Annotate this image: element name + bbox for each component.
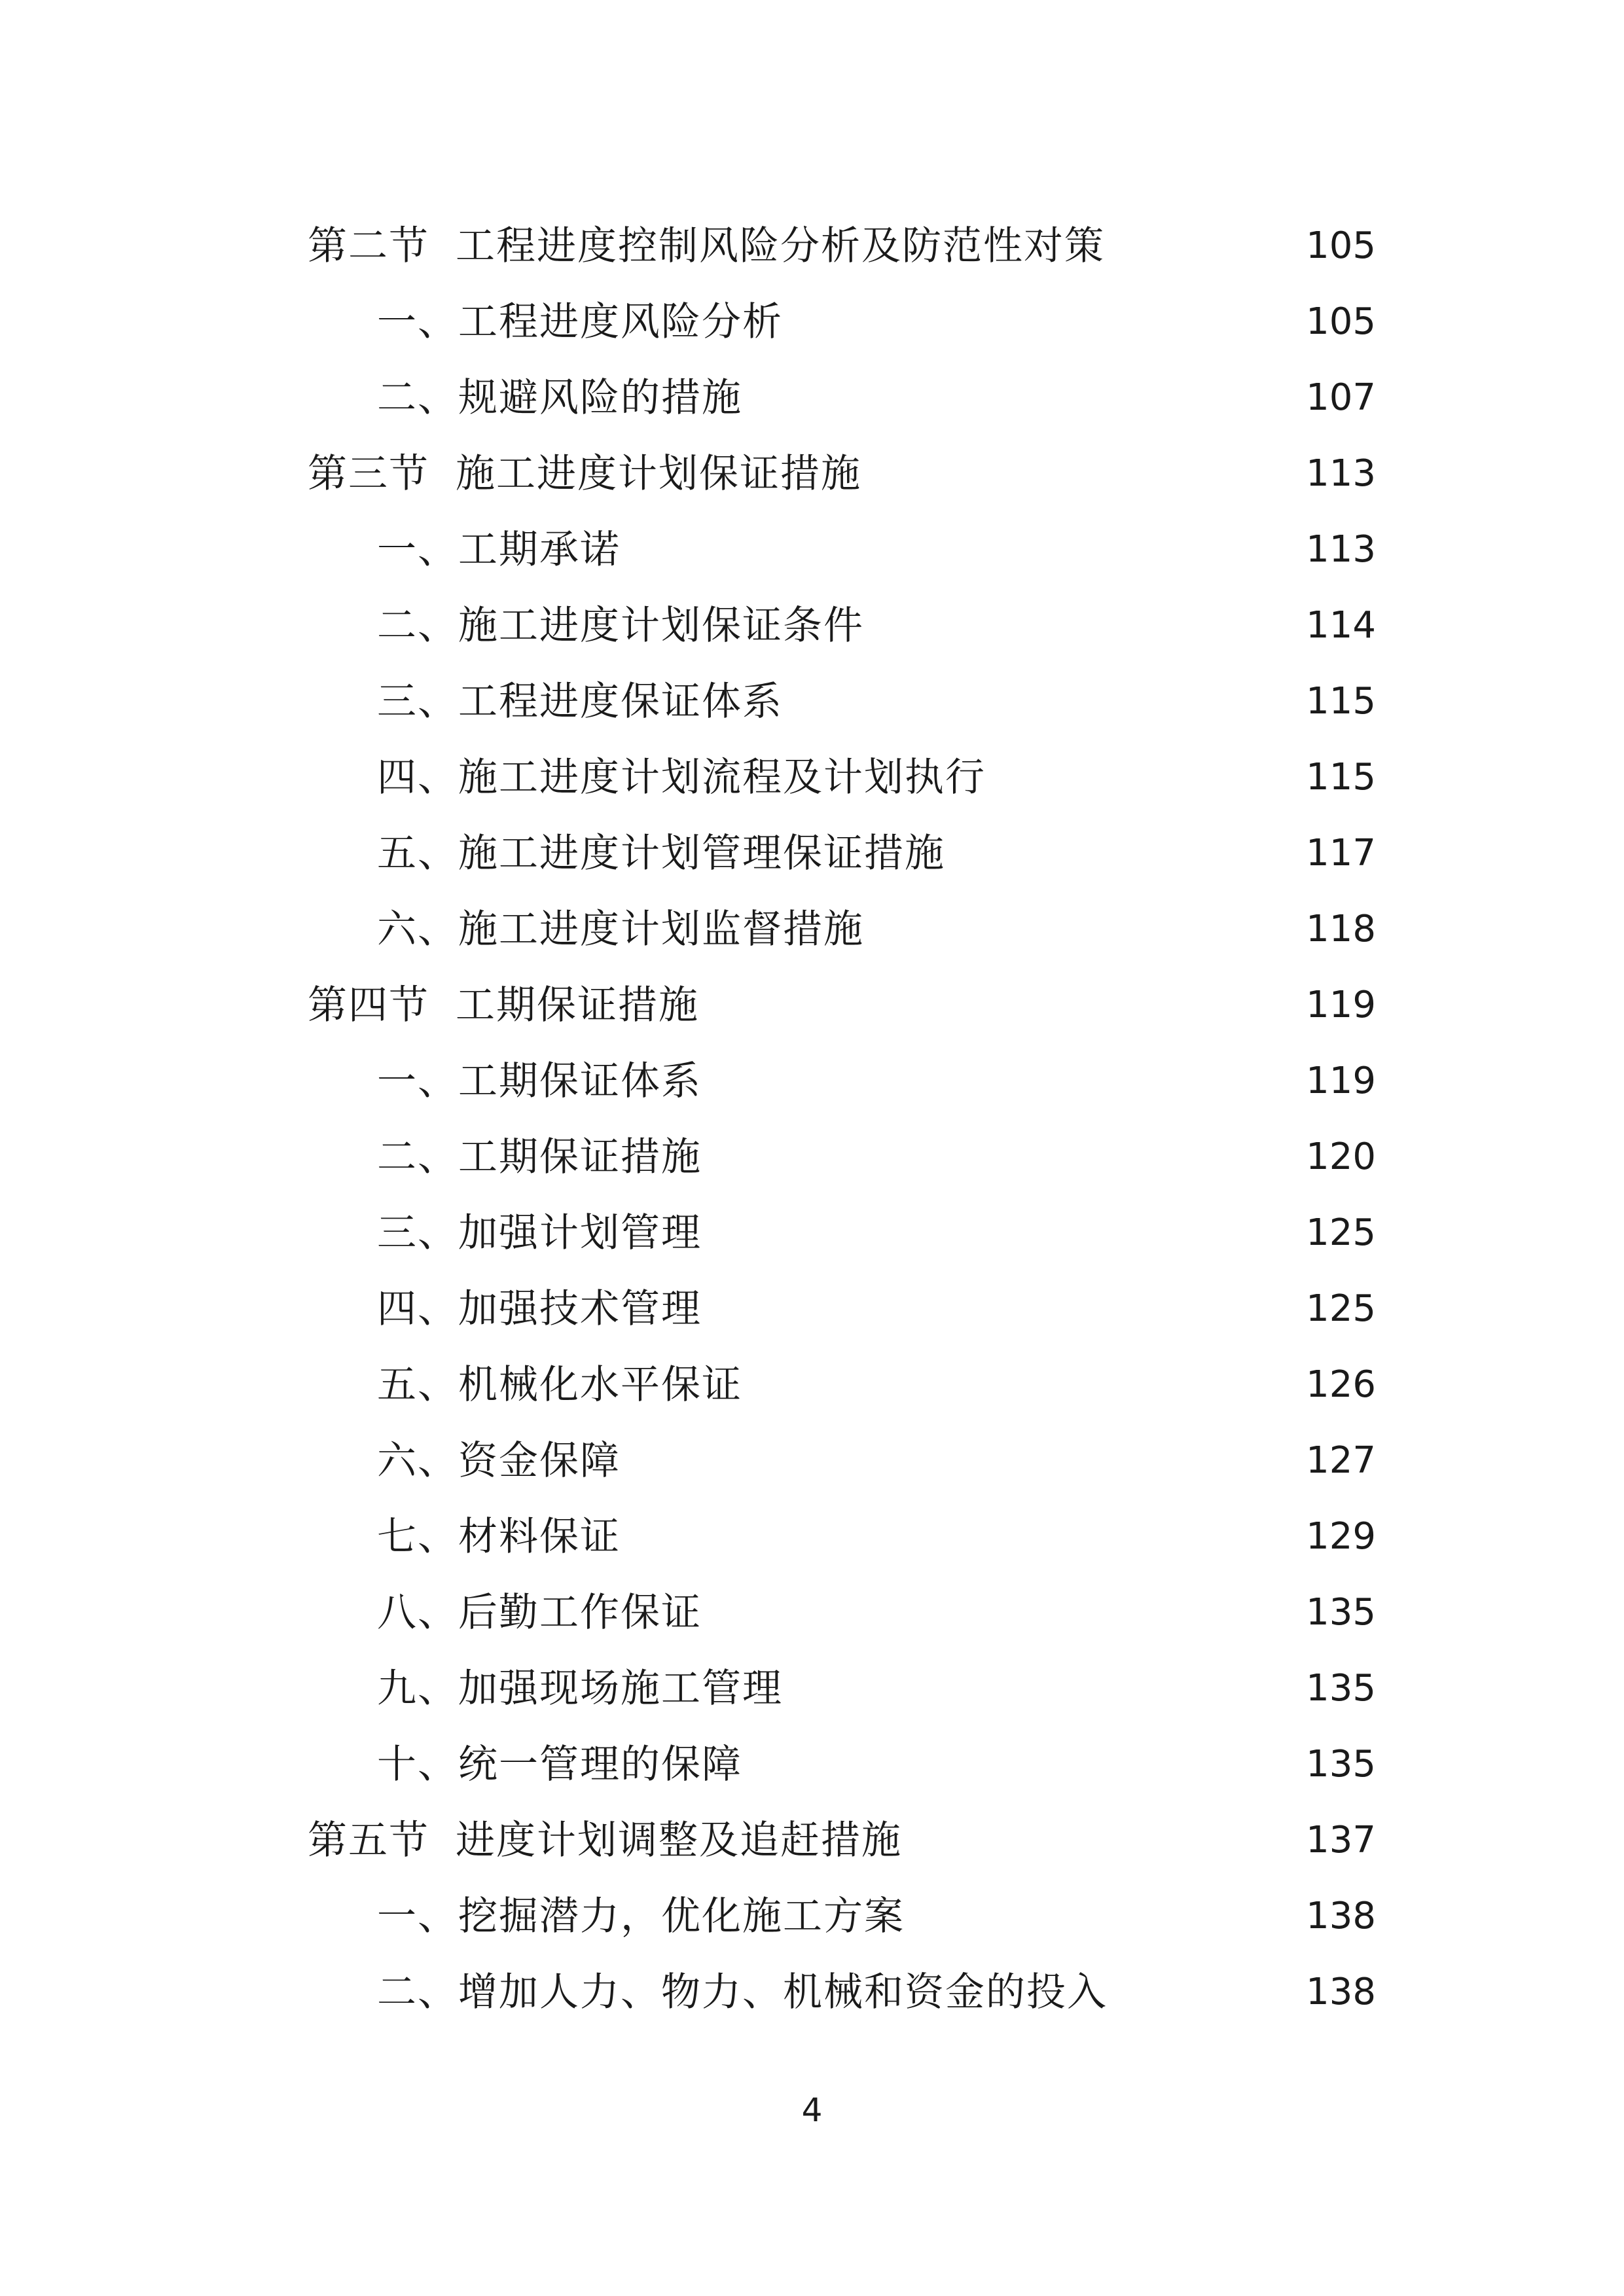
toc-page-number: 135	[1306, 1667, 1376, 1710]
toc-page-number: 107	[1306, 376, 1376, 419]
toc-page-number: 129	[1306, 1515, 1376, 1558]
toc-page-number: 135	[1306, 1743, 1376, 1785]
dot-leader	[871, 436, 1299, 512]
page-footer-number: 4	[801, 2091, 823, 2129]
toc-entry-section-2[interactable]	[308, 208, 1376, 284]
toc-page-number: 125	[1306, 1287, 1376, 1330]
toc-page-number: 114	[1306, 604, 1376, 647]
toc-section-number: 第四节	[308, 982, 429, 1028]
toc-entry[interactable]	[308, 664, 1376, 740]
toc-entry[interactable]	[308, 1271, 1376, 1347]
toc-page-number: 117	[1306, 832, 1376, 874]
dot-leader	[792, 1651, 1299, 1727]
toc-entry-title: 二、施工进度计划保证条件	[377, 603, 864, 649]
dot-leader	[1114, 208, 1299, 284]
toc-entry[interactable]	[308, 1499, 1376, 1575]
dot-leader	[792, 284, 1299, 360]
toc-entry-title	[308, 436, 861, 512]
toc-entry[interactable]	[308, 1043, 1376, 1119]
toc-page-number: 137	[1306, 1819, 1376, 1861]
dot-leader	[711, 1575, 1299, 1651]
toc-entry-title: 一、工程进度风险分析	[377, 299, 783, 345]
dot-leader	[751, 1727, 1299, 1803]
table-of-contents	[308, 208, 1376, 2030]
toc-entry-title: 二、工期保证措施	[377, 1134, 702, 1180]
toc-entry[interactable]	[308, 1651, 1376, 1727]
dot-leader	[711, 1043, 1299, 1119]
toc-entry-title: 五、施工进度计划管理保证措施	[377, 831, 945, 876]
toc-entry[interactable]	[308, 1575, 1376, 1651]
toc-entry[interactable]	[308, 1119, 1376, 1195]
toc-entry-title: 二、规避风险的措施	[377, 375, 742, 421]
toc-entry-title: 七、材料保证	[377, 1514, 621, 1560]
dot-leader	[630, 1423, 1299, 1499]
toc-page-number: 120	[1306, 1136, 1376, 1178]
toc-entry[interactable]	[308, 1954, 1376, 2030]
toc-page-number: 113	[1306, 528, 1376, 571]
toc-entry[interactable]	[308, 740, 1376, 816]
dot-leader	[630, 512, 1299, 588]
toc-entry-title	[308, 1803, 902, 1878]
dot-leader	[873, 891, 1299, 967]
toc-entry-title: 三、工程进度保证体系	[377, 679, 783, 725]
toc-entry[interactable]	[308, 588, 1376, 664]
toc-page-number: 127	[1306, 1439, 1376, 1482]
toc-entry-title: 二、增加人力、物力、机械和资金的投入	[377, 1969, 1108, 2015]
toc-entry[interactable]	[308, 816, 1376, 891]
toc-page-number: 135	[1306, 1591, 1376, 1634]
toc-entry-title: 一、工期保证体系	[377, 1058, 702, 1104]
dot-leader	[630, 1499, 1299, 1575]
dot-leader	[995, 740, 1299, 816]
toc-page-number: 118	[1306, 908, 1376, 950]
dot-leader	[873, 588, 1299, 664]
toc-entry-title: 五、机械化水平保证	[377, 1362, 742, 1408]
toc-entry-section-4[interactable]	[308, 967, 1376, 1043]
toc-page-number: 105	[1306, 300, 1376, 343]
toc-section-number: 第二节	[308, 223, 429, 269]
toc-entry[interactable]	[308, 1347, 1376, 1423]
toc-entry[interactable]	[308, 360, 1376, 436]
toc-entry-title: 一、挖掘潜力，优化施工方案	[377, 1893, 905, 1939]
toc-page-number: 138	[1306, 1971, 1376, 2013]
toc-section-title: 工期保证措施	[456, 982, 699, 1028]
toc-page-number: 115	[1306, 756, 1376, 798]
toc-page-number: 105	[1306, 224, 1376, 267]
toc-entry[interactable]	[308, 1423, 1376, 1499]
toc-page-number: 115	[1306, 680, 1376, 723]
dot-leader	[954, 816, 1299, 891]
dot-leader	[911, 1803, 1299, 1878]
dot-leader	[792, 664, 1299, 740]
toc-entry[interactable]	[308, 1878, 1376, 1954]
toc-entry-title: 九、加强现场施工管理	[377, 1666, 783, 1712]
toc-entry[interactable]	[308, 891, 1376, 967]
dot-leader	[914, 1878, 1299, 1954]
toc-entry-title: 六、施工进度计划监督措施	[377, 906, 864, 952]
toc-page-number: 126	[1306, 1363, 1376, 1406]
toc-page-number: 138	[1306, 1895, 1376, 1937]
toc-entry[interactable]	[308, 512, 1376, 588]
toc-entry[interactable]	[308, 284, 1376, 360]
toc-section-title: 工程进度控制风险分析及防范性对策	[456, 223, 1105, 269]
toc-entry-title: 十、统一管理的保障	[377, 1742, 742, 1787]
toc-entry[interactable]	[308, 1727, 1376, 1803]
toc-entry-title: 四、加强技术管理	[377, 1286, 702, 1332]
toc-page-number: 119	[1306, 984, 1376, 1026]
toc-entry-title: 一、工期承诺	[377, 527, 621, 573]
toc-entry-title: 三、加强计划管理	[377, 1210, 702, 1256]
toc-entry-title: 八、后勤工作保证	[377, 1590, 702, 1636]
toc-entry-title: 四、施工进度计划流程及计划执行	[377, 755, 986, 800]
dot-leader	[751, 360, 1299, 436]
toc-entry-section-5[interactable]	[308, 1803, 1376, 1878]
toc-section-number: 第三节	[308, 451, 429, 497]
dot-leader	[1117, 1954, 1299, 2030]
toc-section-number: 第五节	[308, 1818, 429, 1863]
toc-page-number: 119	[1306, 1060, 1376, 1102]
dot-leader	[708, 967, 1299, 1043]
toc-section-title: 施工进度计划保证措施	[456, 451, 861, 497]
dot-leader	[751, 1347, 1299, 1423]
toc-entry-title: 六、资金保障	[377, 1438, 621, 1484]
toc-entry-title	[308, 208, 1105, 284]
toc-page-number: 113	[1306, 452, 1376, 495]
dot-leader	[711, 1119, 1299, 1195]
toc-entry-section-3[interactable]	[308, 436, 1376, 512]
toc-section-title: 进度计划调整及追赶措施	[456, 1818, 902, 1863]
toc-page-number: 125	[1306, 1211, 1376, 1254]
dot-leader	[711, 1271, 1299, 1347]
toc-entry-title	[308, 967, 699, 1043]
toc-entry[interactable]	[308, 1195, 1376, 1271]
dot-leader	[711, 1195, 1299, 1271]
